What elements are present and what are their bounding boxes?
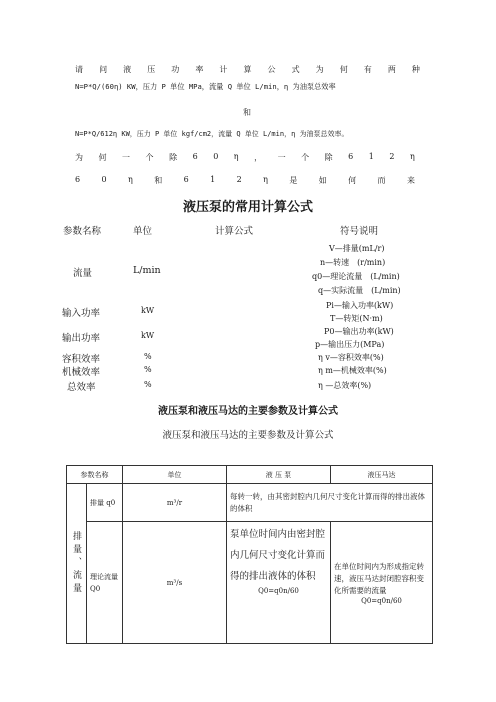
input-power-name: 输入功率	[62, 308, 101, 319]
row2-motor-formula: Q0=q0n/60	[361, 596, 402, 605]
flow-symbol-4: q—实际流量 (L/min)	[318, 286, 401, 295]
question-char: 1	[210, 175, 216, 184]
question-char: 个	[145, 153, 154, 162]
question-char: 压	[147, 65, 156, 74]
question-char: 率	[195, 65, 204, 74]
question-char: 2	[389, 152, 395, 161]
table-caption: 液压泵和液压马达的主要参数及计算公式	[162, 430, 334, 441]
question-char: 来	[406, 176, 415, 185]
question-char: η	[410, 152, 415, 161]
input-symbol-1: Pi—输入功率(kW)	[326, 301, 394, 310]
question-char: 6	[183, 175, 189, 184]
question-char: 请	[75, 65, 83, 74]
flow-unit: L/min	[133, 265, 161, 276]
table-header-row	[67, 466, 433, 484]
th-param-name: 参数名称	[67, 466, 123, 484]
th-pump: 液 压 泵	[227, 466, 331, 484]
flow-symbol-3: q0—理论流量 (L/min)	[312, 272, 400, 281]
row2-motor-desc: 在单位时间内为形成指定转速，液压马达封闭腔容积变化所需要的流量	[334, 561, 424, 595]
input-symbol-2: T—转矩(N·m)	[330, 314, 383, 323]
th-motor: 液压马达	[331, 466, 433, 484]
question-char: 如	[318, 176, 327, 185]
group-cell	[67, 484, 87, 644]
row2-pump-formula: Q0=q0n/60	[258, 587, 299, 595]
question-line-1	[75, 64, 420, 75]
question-char: 除	[324, 153, 333, 162]
flow-symbol-2: n—转速 (r/min)	[320, 258, 386, 267]
mech-eff-name: 机械效率	[62, 367, 101, 378]
question-char: 0	[101, 175, 107, 184]
question-line-2: N=P*Q/(60η) KW，压力 P 单位 MPa，流量 Q 单位 L/min，η 为油泵总效率	[75, 82, 336, 91]
question-char: 6	[192, 152, 198, 161]
question-char: 计	[219, 65, 228, 74]
question-char: 问	[99, 65, 108, 74]
row2-name: 理论流量 Q0	[87, 522, 123, 644]
question-char: 何	[339, 65, 348, 74]
question-char: 为	[315, 65, 324, 74]
question-char: η	[233, 152, 239, 161]
table-row	[67, 484, 433, 522]
total-eff-name: 总效率	[67, 382, 96, 393]
question-char: 为	[75, 153, 83, 162]
question-char: 6	[348, 152, 354, 161]
question-char: 式	[291, 65, 300, 74]
header-formula: 计算公式	[215, 226, 254, 237]
question-char: 算	[243, 65, 252, 74]
row2-unit: m³/s	[123, 522, 227, 644]
output-power-name: 输出功率	[62, 333, 101, 344]
row1-desc: 每转一转，由其密封腔内几何尺寸变化计算而得的排出液体的体积	[227, 484, 433, 522]
question-line-3: 和	[243, 108, 251, 117]
flow-symbol-1: V—排量(mL/r)	[329, 244, 385, 253]
question-char: 而	[377, 176, 386, 185]
question-line-5	[75, 152, 415, 163]
section-2-title: 液压泵和液压马达的主要参数及计算公式	[158, 406, 338, 417]
params-table	[66, 465, 433, 644]
question-char: 2	[236, 175, 242, 184]
row2-motor-cell	[331, 522, 433, 644]
mech-eff-symbol: η m—机械效率(%)	[318, 366, 387, 375]
input-power-unit: kW	[141, 306, 155, 315]
question-char: 何	[348, 176, 357, 185]
question-char: 一	[277, 153, 286, 162]
question-char: 是	[289, 176, 298, 185]
total-eff-symbol: η —总效率(%)	[318, 381, 372, 390]
mech-eff-unit: %	[144, 365, 152, 374]
vol-eff-unit: %	[144, 352, 152, 361]
table-row	[67, 522, 433, 644]
question-char: 0	[213, 152, 219, 161]
question-line-6	[75, 175, 415, 186]
question-char: 一	[122, 153, 131, 162]
row1-name: 排量 q0	[87, 484, 123, 522]
header-symbol: 符号说明	[340, 226, 379, 237]
question-char: 两	[387, 65, 396, 74]
question-char: 1	[368, 152, 374, 161]
vol-eff-name: 容积效率	[62, 354, 101, 365]
row1-unit: m³/r	[123, 484, 227, 522]
question-char: η	[128, 175, 133, 184]
question-char: 6	[75, 175, 81, 184]
vol-eff-symbol: η v—容积效率(%)	[318, 353, 384, 362]
header-param-name: 参数名称	[63, 226, 102, 237]
output-power-unit: kW	[141, 331, 155, 340]
header-unit: 单位	[133, 226, 153, 237]
row2-pump-desc: 泵单位时间内由密封腔内几何尺寸变化计算而得的排出液体的体积	[230, 529, 326, 582]
question-char: 和	[154, 176, 163, 185]
section-1-title: 液压泵的常用计算公式	[182, 200, 313, 215]
question-char: 功	[171, 65, 180, 74]
question-char: 公	[267, 65, 276, 74]
flow-name: 流量	[73, 268, 93, 279]
output-symbol-2: p—输出压力(MPa)	[315, 340, 385, 349]
question-char: 除	[169, 153, 178, 162]
question-char: ，	[254, 153, 263, 162]
output-symbol-1: P0—输出功率(kW)	[324, 327, 394, 336]
question-char: 个	[301, 153, 310, 162]
question-char: η	[263, 175, 268, 184]
question-char: 种	[411, 65, 420, 74]
question-line-4: N=P*Q/612η KW，压力 P 单位 kgf/cm2，流量 Q 单位 L/min，η 为油泵总效率。	[75, 130, 349, 138]
group-label: 排量、流量	[71, 531, 81, 596]
question-char: 液	[123, 65, 132, 74]
total-eff-unit: %	[144, 380, 152, 389]
row2-pump-cell	[227, 522, 331, 644]
question-char: 有	[363, 65, 372, 74]
question-char: 何	[98, 153, 107, 162]
th-unit: 单位	[123, 466, 227, 484]
